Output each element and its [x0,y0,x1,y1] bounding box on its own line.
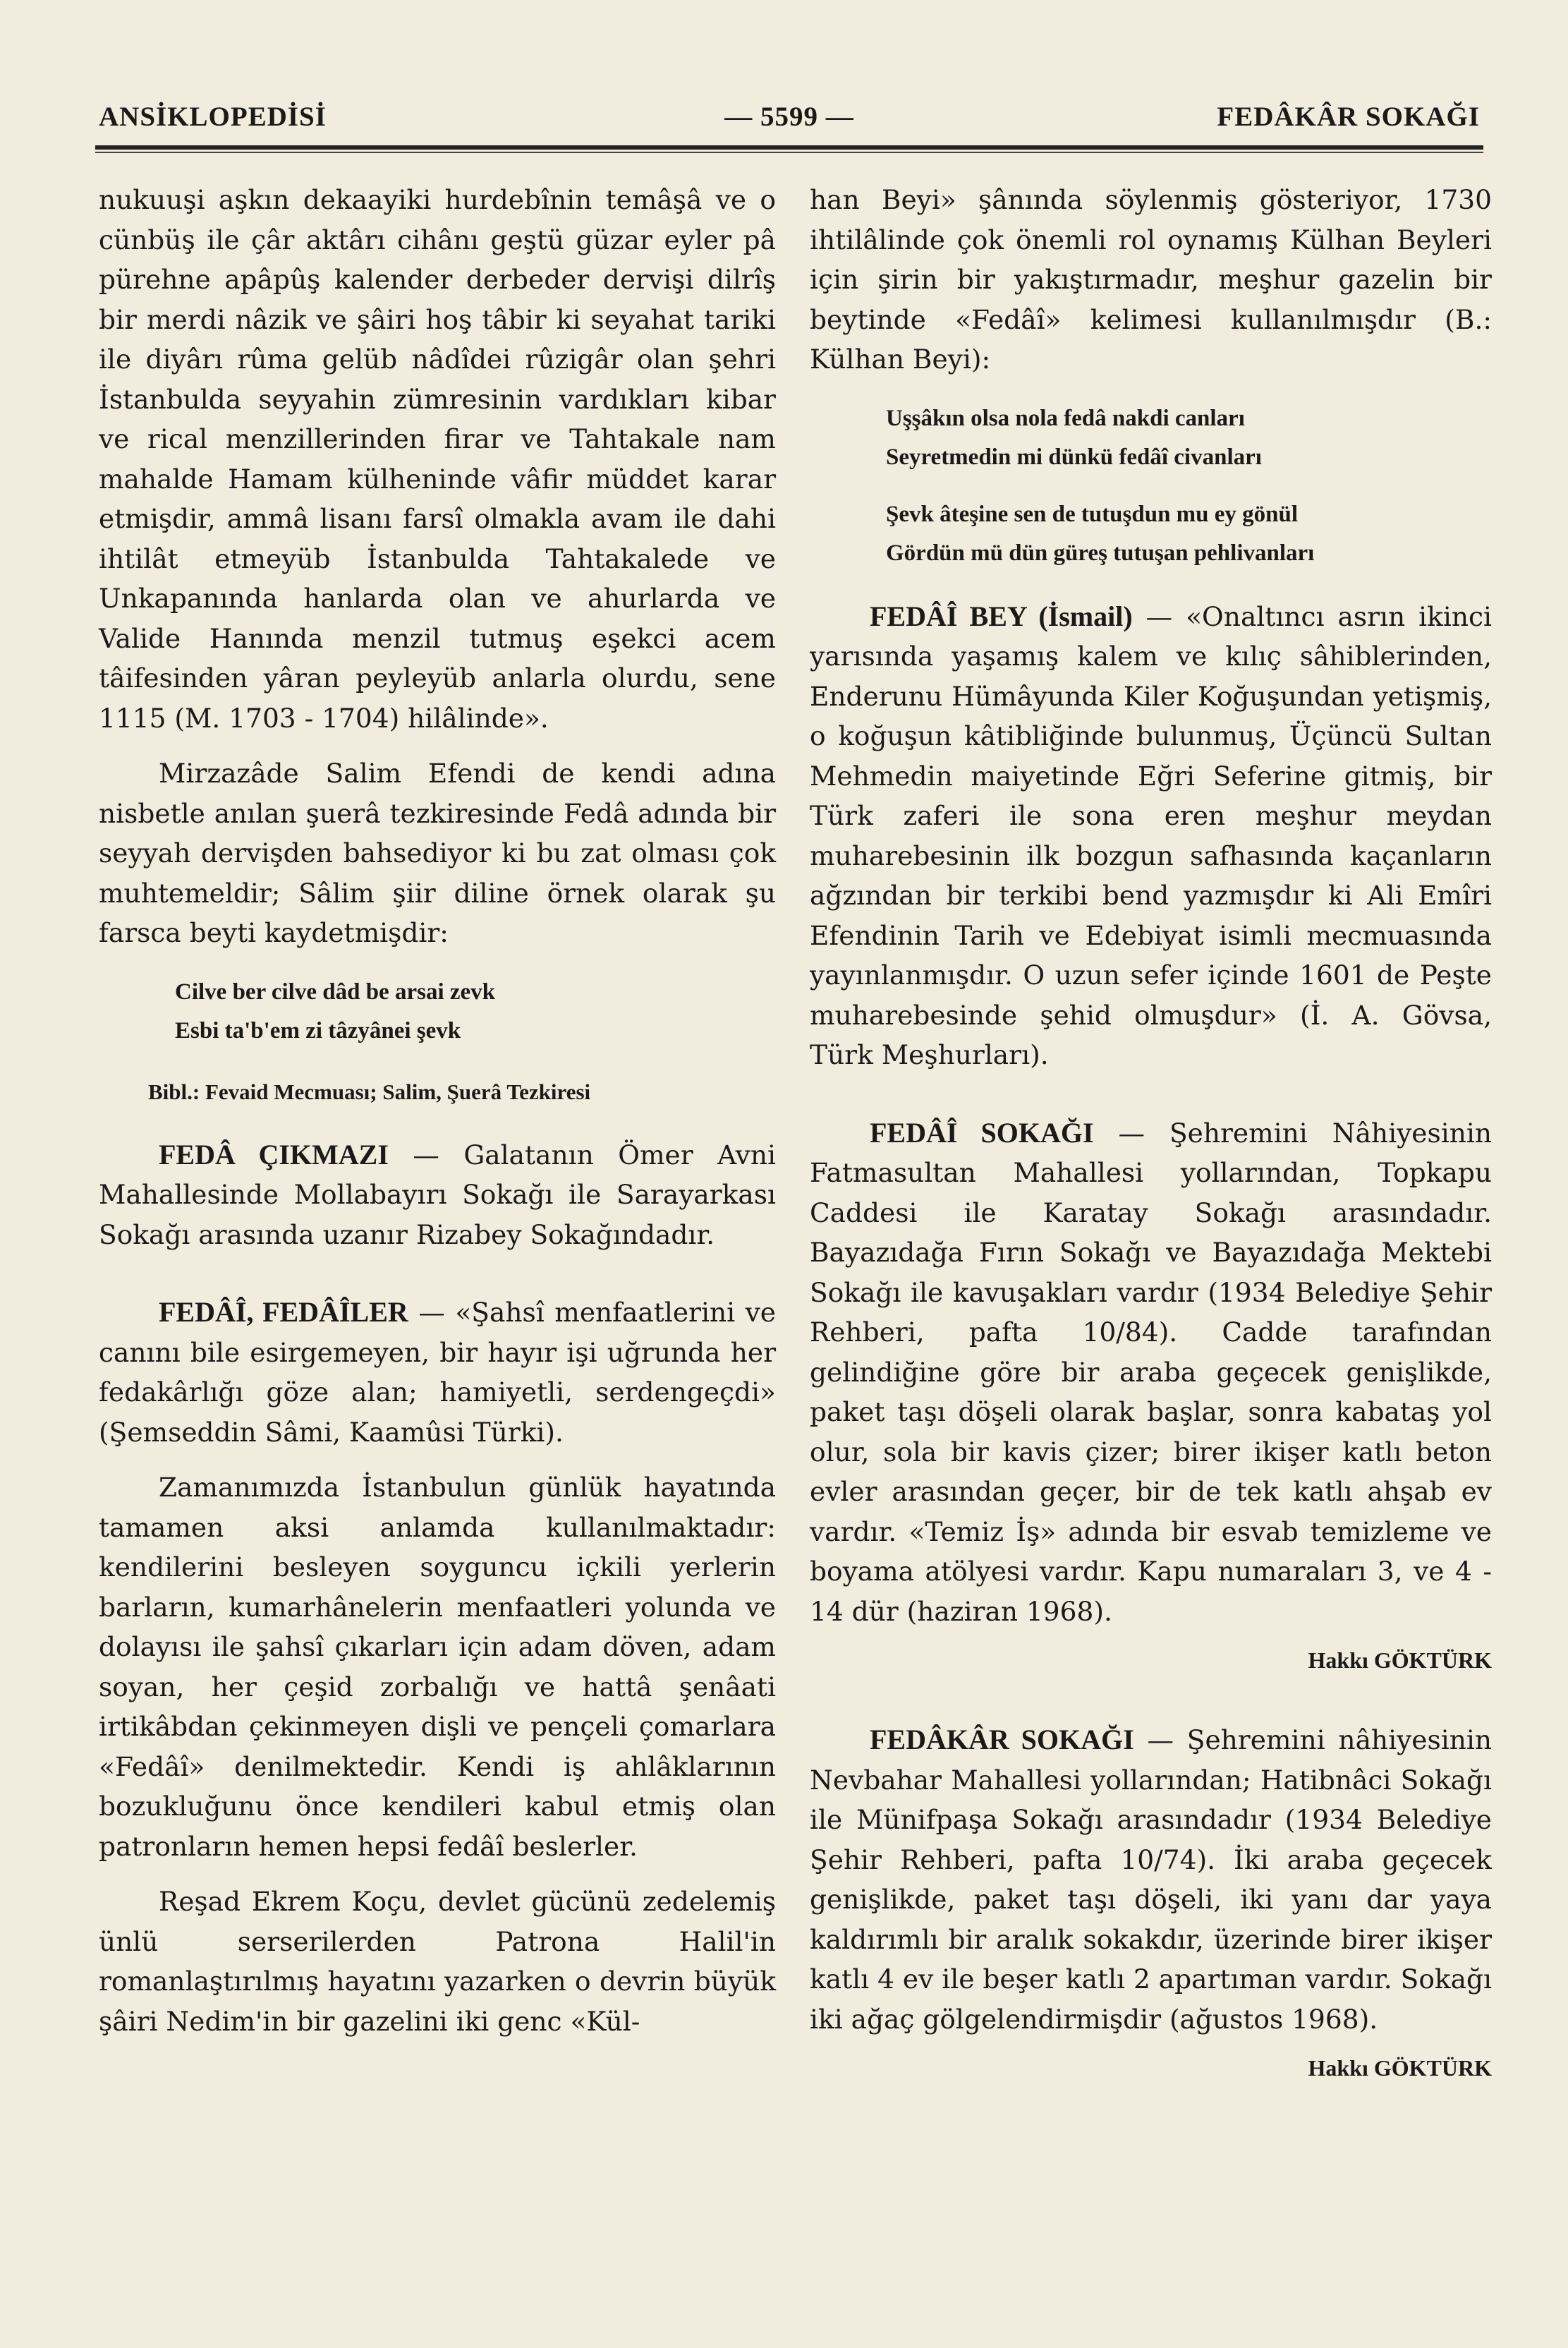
poem-line: Esbi ta'b'em zi tâzyânei şevk [175,1017,461,1043]
bibliography: Bibl.: Fevaid Mecmuası; Salim, Şuerâ Tezkiresi [148,1079,591,1104]
entry-fedakar-sokagi [810,1720,1492,2039]
entry-text: — Galatanın Ömer Avni Mahallesinde Mollabayırı Sokağı ile Sarayarkası Sokağı arasında uzanır Rizabey Sokağındadır. [99,1139,776,1250]
entry-text: — Şehremini nâhiyesinin Nevbahar Mahallesi yollarından; Hatibnâci Sokağı ile Münifpaşa Sokağı arasındadır (1934 Belediye Şehir Rehberi, pafta 10/74). İki araba geçecek genişlikde, paket taşı döşeli, iki yanı dar yaya kaldırımlı bir aralık sokakdır, üzerinde birer ikişer katlı 4 ev ile beşer katlı 2 apartıman vardır. Sokağı iki ağaç gölgelendirmişdir (ağustos 1968). [810,1724,1492,2035]
header-rule [95,145,1483,150]
header-rule-thin [95,152,1483,153]
poem-line: Gördün mü dün güreş tutuşan pehlivanları [886,540,1315,566]
entry-heading: FEDÂÎ SOKAĞI [870,1116,1094,1149]
paragraph: Reşad Ekrem Koçu, devlet gücünü zedelemiş ünlü serserilerden Patrona Halil'in romanlaştırılmış hayatını yazarken o devrin büyük şâiri Nedim'in bir gazelini iki genc «Kül- [99,1886,776,2037]
author-signature: Hakkı GÖKTÜRK [1308,1647,1492,1673]
entry-heading: FEDÂÎ BEY (İsmail) [870,600,1133,632]
header-right-title: FEDÂKÂR SOKAĞI [1217,102,1480,132]
author-signature: Hakkı GÖKTÜRK [1308,2055,1492,2081]
entry-heading: FEDÂÎ, FEDÂÎLER [159,1296,408,1328]
left-column [99,180,776,2057]
entry-feda-cikmazi [99,1135,776,1255]
paragraph: nukuuşi aşkın dekaayiki hurdebînin temâşâ ve o cünbüş ile çâr aktârı cihânı geştü güzar eyler pâ pürehne apâpûş kalender derbeder dervişi dilrîş bir merdi nâzik ve şâiri hoş tâbir ki seyahat tariki ile diyârı rûma gelüb nâdîdei rûzigâr olan şehri İstanbulda seyyahin zümresinin vardıkları kibar ve rical menzillerinden firar ve Tahtakale nam mahalde Hamam külheninde vâfir müddet karar etmişdir, ammâ lisanı farsî olmakla avam ile dahi ihtilât etmeyüb İstanbulda Tahtakalede ve Unkapanında hanlarda olan ve ahurlarda ve Valide Hanında menzil tutmuş eşekci acem tâifesinden yâran peyleyüb anlarla olurdu, sene 1115 (M. 1703 - 1704) hilâlinde». [99,184,776,734]
entry-fedai [99,1293,776,1452]
entry-text: — «Şahsî menfaatlerini ve canını bile esirgemeyen, bir hayır işi uğrunda her fedakârlığı göze alan; hamiyetli, serdengeçdi» (Şemseddin Sâmi, Kaamûsi Türki). [99,1297,776,1448]
entry-fedai-sokagi [810,1113,1492,1632]
poem-verse [810,399,1492,573]
entry-heading: FEDÂKÂR SOKAĞI [870,1724,1134,1755]
entry-text: — Şehremini Nâhiyesinin Fatmasultan Mahallesi yollarından, Topkapu Caddesi ile Karatay Sokağı arasındadır. Bayazıdağa Fırın Sokağı ve Bayazıdağa Mektebi Sokağı ile kavuşakları vardır (1934 Belediye Şehir Rehberi, pafta 10/84). Cadde tarafından gelindiğine göre bir araba geçecek genişlikde, paket taşı döşeli olarak başlar, sonra kabataş yol olur, sola bir kavis çizer; birer ikişer katlı beton evler arasından geçer, bir de tek katlı ahşab ev vardır. «Temiz İş» adında bir esvab temizleme ve boyama atölyesi vardır. Kapu numaraları 3, ve 4 - 14 dür (haziran 1968). [810,1117,1492,1627]
poem-line: Seyretmedin mi dünkü fedâî civanları [886,444,1262,470]
paragraph: han Beyi» şânında söylenmiş gösteriyor, 1730 ihtilâlinde çok önemli rol oynamış Külhan Beyleri için şirin bir yakıştırmadır, meşhur gazelin bir beytinde «Fedâî» kelimesi kullanılmışdır (B.: Külhan Beyi): [810,184,1492,375]
paragraph: Zamanımızda İstanbulun günlük hayatında tamamen aksi anlamda kullanılmaktadır: kendilerini besleyen soyguncu içkili yerlerin barların, kumarhânelerin menfaatleri yolunda ve dolayısı ile şahsî çıkarları için adam döven, adam soyan, her çeşid zorbalığı ve hattâ şenâati irtikâbdan çekinmeyen dişli ve pençeli çomarlara «Fedâî» denilmektedir. Kendi iş ahlâklarının bozukluğunu önce kendileri kabul etmiş olan patronların hemen hepsi fedâî beslerler. [99,1472,776,1862]
entry-heading: FEDÂ ÇIKMAZI [159,1138,389,1170]
right-column [810,180,1492,2128]
entry-text: — «Onaltıncı asrın ikinci yarısında yaşamış kalem ve kılıç sâhiblerinden, Enderunu Hümâyunda Kiler Koğuşundan yetişmiş, o koğuşun kâtibliğinde bulunmuş, Üçüncü Sultan Mehmedin maiyetinde Eğri Seferine gitmiş, bir Türk zaferi ile sona eren meşhur meydan muharebesinin ilk bozgun safhasında kaçanların ağzından bir terkibi bend yazmışdır ki Ali Emîri Efendinin Tarih ve Edebiyat isimli mecmuasında yayınlanmışdır. O uzun sefer içinde 1601 de Peşte muharebesinde şehid olmuşdur» (İ. A. Gövsa, Türk Meşhurları). [810,600,1492,1070]
poem-line: Uşşâkın olsa nola fedâ nakdi canları [886,405,1245,431]
entry-fedai-bey [810,597,1492,1075]
header-left-title: ANSİKLOPEDİSİ [99,102,327,132]
poem-line: Şevk âteşine sen de tutuşdun mu ey gönül [886,501,1299,527]
poem-verse [99,973,776,1051]
page-header [99,101,1480,143]
paragraph: Mirzazâde Salim Efendi de kendi adına nisbetle anılan şuerâ tezkiresinde Fedâ adında bir seyyah dervişden bahsediyor ki bu zat olması çok muhtemeldir; Sâlim şiir diline örnek olarak şu farsca beyti kaydetmişdir: [99,758,776,948]
page-number: — 5599 — [724,102,854,132]
poem-line: Cilve ber cilve dâd be arsai zevk [175,979,496,1005]
